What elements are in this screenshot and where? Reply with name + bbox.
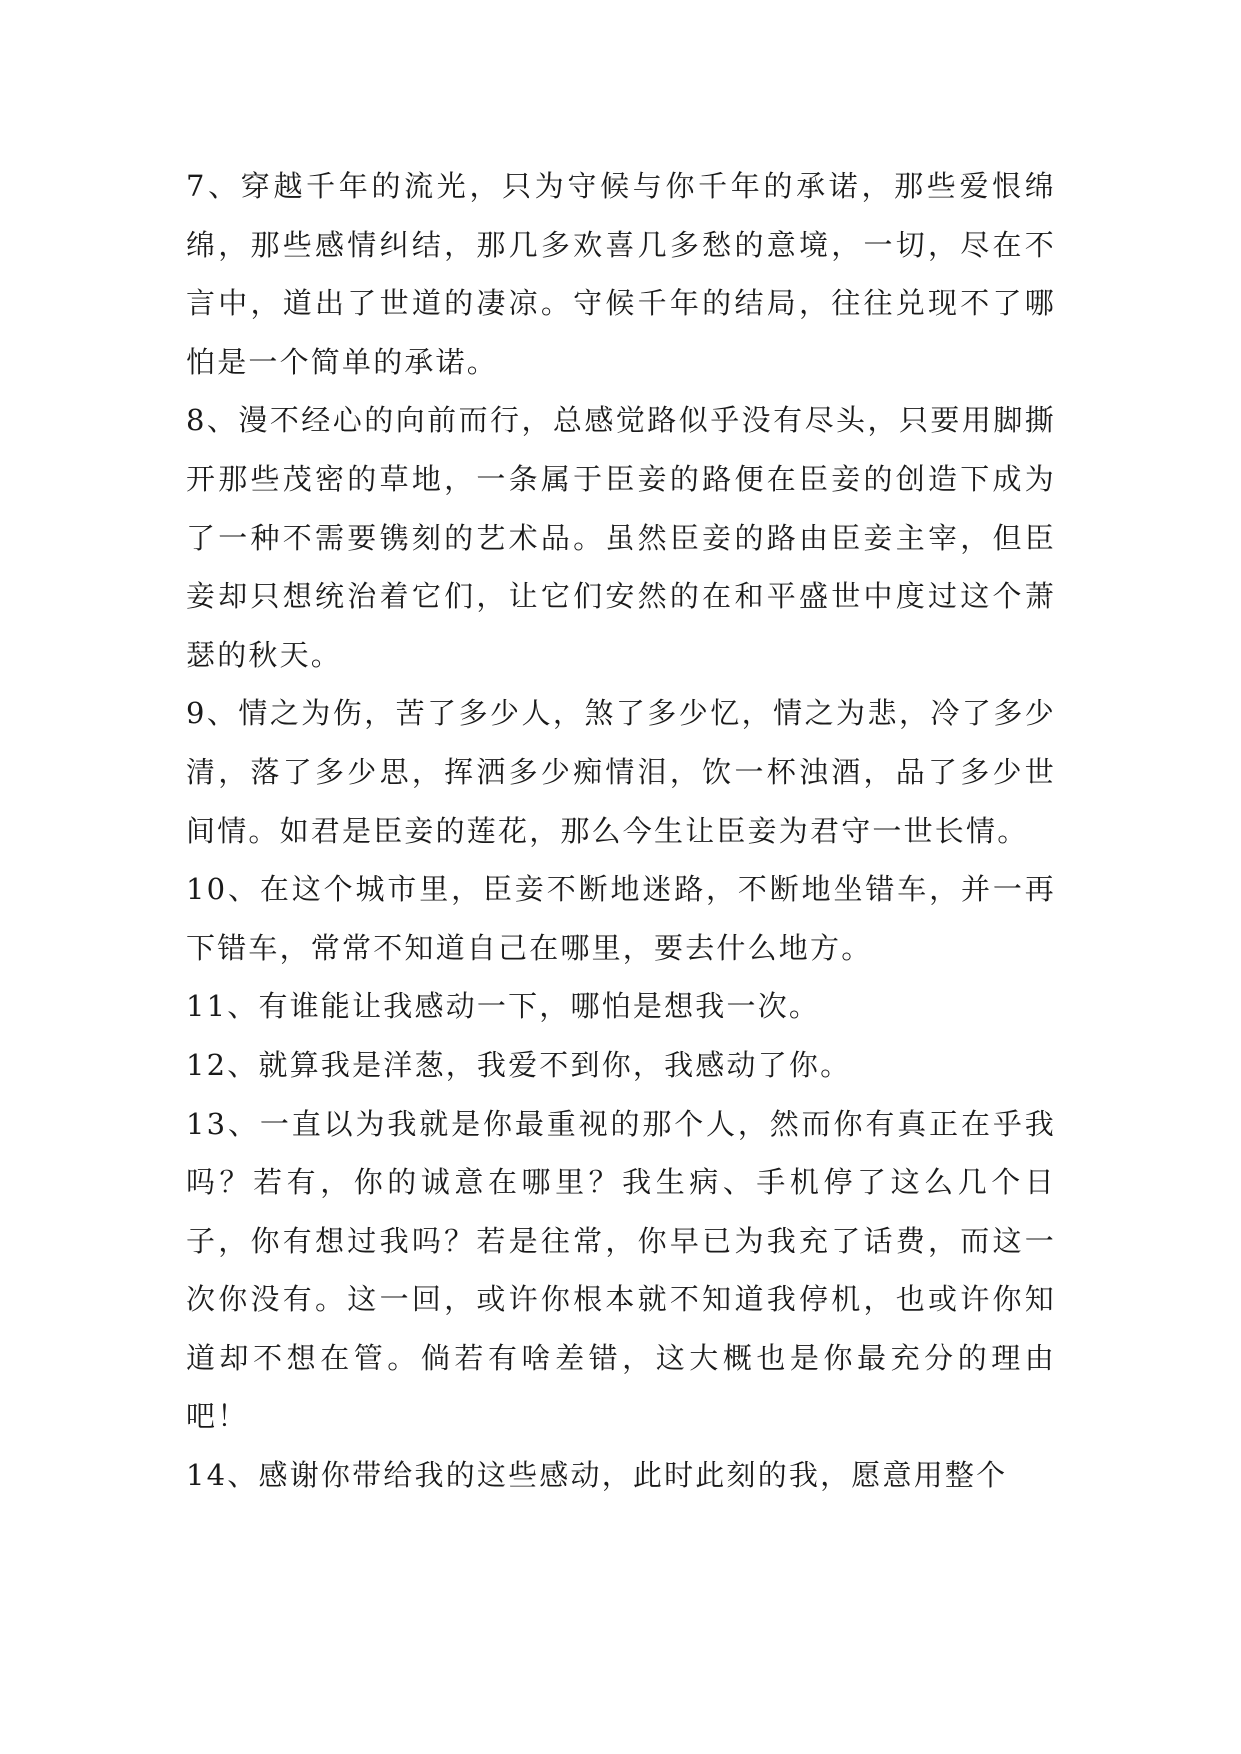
- paragraph-13: 13、一直以为我就是你最重视的那个人，然而你有真正在乎我吗？若有，你的诚意在哪里？我生病、手机停了这么几个日子，你有想过我吗？若是往常，你早已为我充了话费，而这一次你没有。这一回，或许你根本就不知道我停机，也或许你知道却不想在管。倘若有啥差错，这大概也是你最充分的理由吧！: [186, 1106, 1056, 1434]
- paragraph-7: 7、穿越千年的流光，只为守候与你千年的承诺，那些爱恨绵绵，那些感情纠结，那几多欢喜几多愁的意境，一切，尽在不言中，道出了世道的凄凉。守候千年的结局，往往兑现不了哪怕是一个简单的承诺。: [186, 169, 1056, 379]
- paragraph-12: 12、就算我是洋葱，我爱不到你，我感动了你。: [186, 1047, 852, 1082]
- paragraph-14: 14、感谢你带给我的这些感动，此时此刻的我，愿意用整个: [186, 1458, 1008, 1493]
- document-body: [186, 157, 1056, 1505]
- paragraph-11: 11、有谁能让我感动一下，哪怕是想我一次。: [186, 989, 821, 1024]
- paragraph-10: 10、在这个城市里，臣妾不断地迷路，不断地坐错车，并一再下错车，常常不知道自己在哪里，要去什么地方。: [186, 872, 1056, 965]
- paragraph-8: 8、漫不经心的向前而行，总感觉路似乎没有尽头，只要用脚撕开那些茂密的草地，一条属于臣妾的路便在臣妾的创造下成为了一种不需要镌刻的艺术品。虽然臣妾的路由臣妾主宰，但臣妾却只想统治着它们，让它们安然的在和平盛世中度过这个萧瑟的秋天。: [186, 403, 1056, 672]
- paragraph-9: 9、情之为伤，苦了多少人，煞了多少忆，情之为悲，冷了多少清，落了多少思，挥洒多少痴情泪，饮一杯浊酒，品了多少世间情。如君是臣妾的莲花，那么今生让臣妾为君守一世长情。: [186, 696, 1056, 848]
